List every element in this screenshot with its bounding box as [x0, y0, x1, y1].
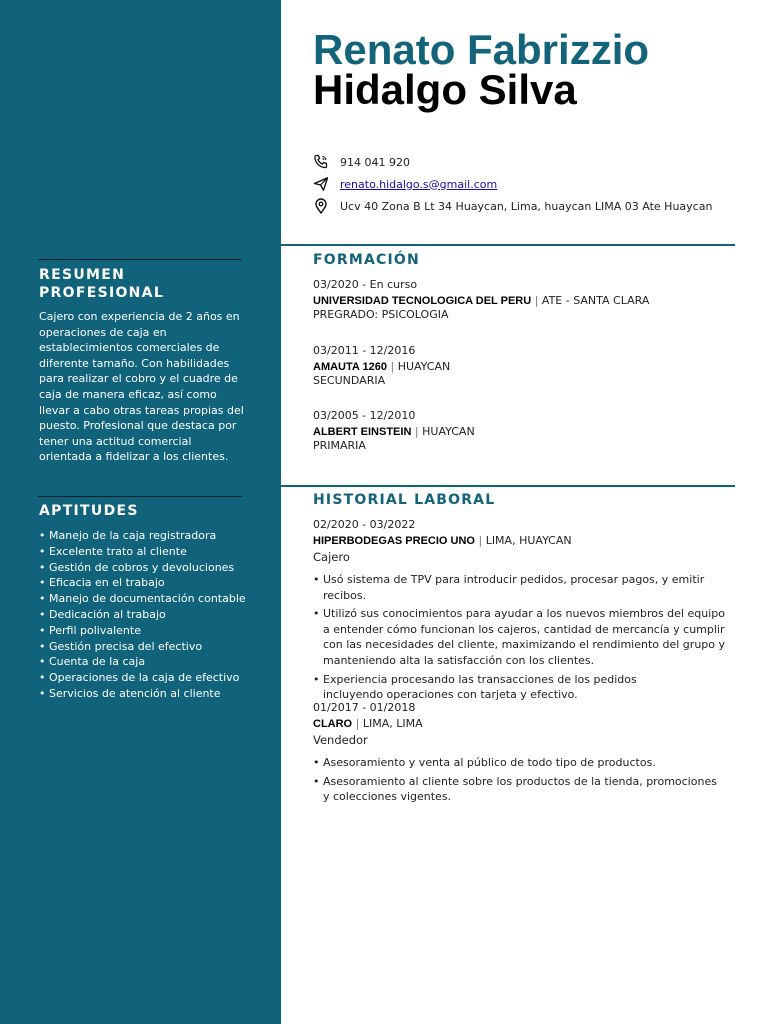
summary-heading-line-1: RESUMEN — [39, 267, 126, 283]
job-bullet: • Experiencia procesando las transacciones de los pedidos incluyendo operaciones con tarjeta y efectivo. — [313, 672, 643, 703]
work-heading: HISTORIAL LABORAL — [313, 492, 496, 508]
job-dates: 02/2020 - 03/2022 — [313, 518, 416, 531]
contact-email — [313, 174, 497, 194]
sidebar — [0, 0, 281, 1024]
phone-icon — [313, 154, 329, 170]
skill-item: • Manejo de la caja registradora — [39, 528, 264, 544]
education-dates: 03/2020 - En curso — [313, 278, 418, 291]
skill-item: • Operaciones de la caja de efectivo — [39, 670, 264, 686]
education-degree: SECUNDARIA — [313, 374, 386, 387]
skill-item: • Gestión de cobros y devoluciones — [39, 560, 264, 576]
skill-item: • Manejo de documentación contable — [39, 591, 264, 607]
contact-address — [313, 196, 712, 216]
location-pin-icon — [313, 198, 329, 214]
job-bullets — [313, 572, 743, 706]
job-company-line: CLARO | LIMA, LIMA — [313, 717, 423, 730]
job-dates: 01/2017 - 01/2018 — [313, 701, 416, 714]
skills-divider — [38, 496, 242, 497]
summary-divider — [38, 259, 242, 260]
send-icon — [313, 176, 329, 192]
education-degree: PREGRADO: PSICOLOGIA — [313, 308, 449, 321]
company-location: LIMA, LIMA — [362, 717, 423, 730]
company-location: LIMA, HUAYCAN — [485, 534, 572, 547]
job-role: Vendedor — [313, 733, 368, 747]
education-institution-line: AMAUTA 1260 | HUAYCAN — [313, 360, 451, 373]
education-degree: PRIMARIA — [313, 439, 366, 452]
education-dates: 03/2005 - 12/2010 — [313, 409, 416, 422]
skill-item: • Gestión precisa del efectivo — [39, 639, 264, 655]
institution-location: ATE - SANTA CLARA — [541, 294, 650, 307]
education-divider — [281, 244, 735, 246]
summary-heading-line-2: PROFESIONAL — [39, 285, 165, 301]
skill-item: • Eficacia en el trabajo — [39, 575, 264, 591]
skill-item: • Perfil polivalente — [39, 623, 264, 639]
work-divider — [281, 485, 735, 487]
job-bullet: • Utilizó sus conocimientos para ayudar a los nuevos miembros del equipo a entender cómo funcionan los cajeros, cantidad de mercancía y cumplir con las necesidades del cliente, maximizando el rendimiento del grupo y manteniendo alta la satisfacción con los clientes. — [313, 606, 735, 668]
name-first-line: Renato Fabrizzio — [313, 26, 650, 73]
job-role: Cajero — [313, 550, 350, 564]
institution-name: AMAUTA 1260 — [313, 361, 387, 373]
skill-item: • Excelente trato al cliente — [39, 544, 264, 560]
skills-list — [39, 528, 264, 702]
job-bullet: • Asesoramiento y venta al público de todo tipo de productos. — [313, 755, 743, 771]
contact-phone — [313, 152, 410, 172]
skill-item: • Servicios de atención al cliente — [39, 686, 264, 702]
institution-location: HUAYCAN — [422, 425, 475, 438]
address-text: Ucv 40 Zona B Lt 34 Huaycan, Lima, huaycan LIMA 03 Ate Huaycan — [340, 199, 713, 213]
email-link[interactable]: renato.hidalgo.s@gmail.com — [340, 177, 498, 191]
skills-heading: APTITUDES — [39, 503, 139, 519]
summary-text: Cajero con experiencia de 2 años en operaciones de caja en establecimientos comerciales de diferente tamaño. Con habilidades para realizar el cobro y el cuadre de caja de manera eficaz, así como llevar a cabo otras tareas propias del puesto. Profesional que destaca por tener una actitud comercial orientada a fidelizar a los clientes. — [39, 310, 244, 464]
phone-number: 914 041 920 — [340, 155, 410, 169]
company-name: CLARO — [313, 718, 353, 730]
job-company-line: HIPERBODEGAS PRECIO UNO | LIMA, HUAYCAN — [313, 534, 572, 547]
skill-item: • Dedicación al trabajo — [39, 607, 264, 623]
job-bullets — [313, 755, 743, 808]
education-heading: FORMACIÓN — [313, 252, 420, 268]
job-bullet: • Usó sistema de TPV para introducir pedidos, procesar pagos, y emitir recibos. — [313, 572, 743, 603]
education-institution-line: ALBERT EINSTEIN | HUAYCAN — [313, 425, 475, 438]
company-name: HIPERBODEGAS PRECIO UNO — [313, 535, 475, 547]
skill-item: • Cuenta de la caja — [39, 654, 264, 670]
job-bullet: • Asesoramiento al cliente sobre los productos de la tienda, promociones y colecciones vigentes. — [313, 774, 723, 805]
institution-location: HUAYCAN — [397, 360, 451, 373]
institution-name: ALBERT EINSTEIN — [313, 426, 412, 438]
education-dates: 03/2011 - 12/2016 — [313, 344, 416, 357]
name-second-line: Hidalgo Silva — [313, 66, 577, 113]
institution-name: UNIVERSIDAD TECNOLOGICA DEL PERU — [313, 295, 532, 307]
education-institution-line: UNIVERSIDAD TECNOLOGICA DEL PERU | ATE - SANTA CLARA — [313, 294, 650, 307]
summary-heading — [39, 266, 249, 302]
